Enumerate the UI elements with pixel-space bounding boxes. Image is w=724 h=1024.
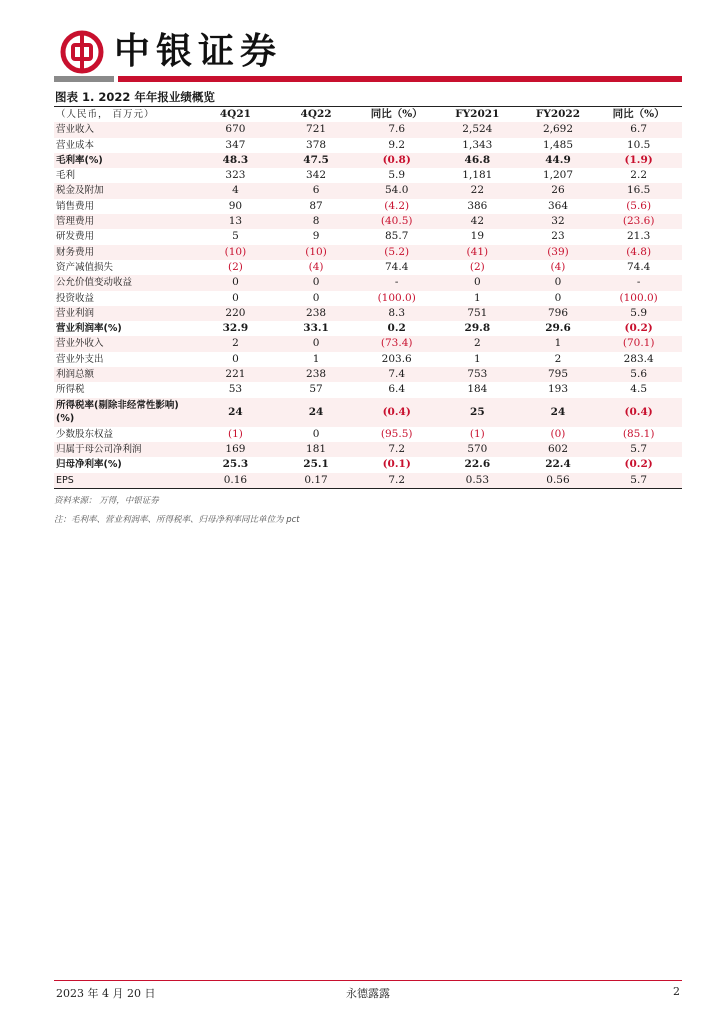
table-cell: 24 (198, 398, 279, 427)
table-cell: (0.2) (624, 322, 653, 335)
row-label: 财务费用 (54, 245, 198, 260)
row-label: 资产减值损失 (56, 261, 114, 273)
header-rule-red (118, 76, 682, 82)
brand-name: 中银证券 (114, 31, 283, 72)
table-cell: 238 (279, 367, 360, 382)
table-cell: 29.6 (545, 322, 571, 335)
unit-note: 注：毛利率、营业利润率、所得税率、归母净利率同比单位为 pct (54, 514, 300, 525)
table-cell: 25.3 (222, 458, 249, 471)
table-cell: 16.5 (601, 183, 682, 198)
table-cell: 85.7 (385, 230, 409, 243)
table-cell: 220 (198, 306, 279, 321)
table-row (54, 457, 682, 472)
table-cell: 1,343 (462, 138, 493, 151)
table-cell: (100.0) (619, 291, 658, 304)
table-cell: (4) (308, 260, 324, 273)
table-cell: (0.2) (624, 458, 653, 471)
table-cell: 1,485 (542, 138, 573, 151)
table-cell: 1 (473, 291, 481, 304)
table-cell: 6.7 (601, 122, 682, 137)
table-cell: (10) (279, 245, 360, 260)
table-cell: (95.5) (380, 427, 413, 440)
table-cell: 0 (521, 275, 602, 290)
table-cell: (0) (550, 427, 566, 440)
table-cell: 1,181 (462, 169, 493, 182)
bank-of-china-logo-icon (60, 30, 104, 74)
table-cell: 2,692 (521, 122, 602, 137)
table-row (54, 306, 682, 321)
table-cell: 347 (225, 138, 246, 151)
table-cell: 0 (554, 291, 562, 304)
table-row (54, 367, 682, 382)
table-cell: (2) (227, 260, 243, 273)
table-header-row (54, 107, 682, 122)
table-cell: 53 (228, 383, 243, 396)
source-note: 资料来源： 万得，中银证券 (54, 495, 159, 506)
table-cell: 87 (309, 199, 323, 212)
table-cell: 386 (467, 199, 488, 212)
table-cell: 57 (309, 383, 323, 396)
page-footer (54, 980, 682, 1000)
table-cell: 0 (232, 291, 239, 304)
table-cell: 7.2 (359, 473, 440, 488)
table-row (54, 291, 682, 306)
table-cell: 7.4 (359, 367, 440, 382)
row-label: 销售费用 (56, 200, 95, 212)
table-cell: (5.6) (626, 199, 652, 212)
footer-date: 2023 年 4 月 20 日 (56, 987, 156, 1000)
table-row (54, 275, 682, 290)
row-label: 营业收入 (54, 122, 198, 137)
header-cell: 4Q21 (219, 108, 251, 120)
table-row (54, 427, 682, 442)
table-cell: 602 (521, 442, 602, 457)
table-cell: 7.6 (359, 122, 440, 137)
table-row (54, 352, 682, 367)
table-cell: 8 (279, 214, 360, 229)
table-cell: 10.5 (626, 138, 651, 151)
table-cell: - (359, 275, 440, 290)
table-cell: 32 (521, 214, 602, 229)
table-cell: 5.7 (601, 442, 682, 457)
table-row (54, 245, 682, 260)
header-rule-gray (54, 76, 114, 82)
header-cell: 4Q22 (300, 108, 332, 120)
table-row (54, 153, 682, 168)
table-cell: 22 (440, 183, 521, 198)
table-row (54, 321, 682, 336)
figure-section (54, 88, 682, 527)
table-row (54, 214, 682, 229)
table-cell: 2 (554, 352, 562, 365)
table-cell: (4) (550, 260, 566, 273)
header-cell: FY2021 (455, 108, 500, 120)
header-cell: （人民币， 百万元） (56, 109, 155, 120)
table-row (54, 336, 682, 351)
table-row (54, 260, 682, 275)
table-cell: (23.6) (601, 214, 682, 229)
table-cell: 0 (440, 275, 521, 290)
table-cell: 1 (473, 352, 481, 365)
table-cell: (73.4) (359, 336, 440, 351)
table-cell: 9.2 (388, 138, 406, 151)
table-cell: (0.8) (359, 153, 440, 168)
table-cell: 74.4 (385, 260, 409, 273)
row-label: 少数股东权益 (56, 428, 114, 440)
header-cell: FY2022 (535, 108, 581, 120)
table-cell: 0.56 (521, 473, 602, 488)
table-cell: (0.1) (382, 458, 411, 471)
table-cell: 74.4 (626, 260, 651, 273)
table-cell: 364 (547, 199, 568, 212)
table-row (54, 398, 682, 427)
page-header (54, 26, 682, 82)
table-cell: 29.8 (464, 322, 491, 335)
table-body (54, 122, 682, 488)
table-cell: (4.8) (601, 245, 682, 260)
table-cell: 8.3 (359, 306, 440, 321)
row-label: 营业外支出 (56, 353, 104, 365)
footer-center-text: 永德露露 (346, 987, 390, 1000)
row-label: 投资收益 (56, 292, 95, 304)
table-cell: 0 (198, 275, 279, 290)
table-bottom-rule (54, 488, 682, 489)
table-cell: 2 (198, 336, 279, 351)
table-cell: 0.16 (198, 473, 279, 488)
table-cell: 751 (440, 306, 521, 321)
table-cell: 9 (312, 230, 320, 243)
row-label: 营业利润率(%) (56, 323, 122, 335)
table-cell: 753 (440, 367, 521, 382)
table-cell: 1,207 (542, 169, 573, 182)
table-row (54, 168, 682, 183)
table-row (54, 183, 682, 198)
table-cell: 42 (440, 214, 521, 229)
table-cell: 6 (279, 183, 360, 198)
table-cell: 796 (521, 306, 602, 321)
table-cell: 22.4 (545, 458, 571, 471)
table-cell: 23 (551, 230, 565, 243)
row-label: 毛利率(%) (54, 153, 198, 168)
row-label: 税金及附加 (54, 183, 198, 198)
table-cell: 2.2 (630, 169, 647, 182)
row-label: 归母净利率(%) (56, 459, 122, 471)
table-cell: - (601, 275, 682, 290)
row-label: 所得税 (56, 384, 85, 396)
table-cell: 4.5 (630, 383, 647, 396)
table-cell: 26 (521, 183, 602, 198)
table-cell: 378 (306, 138, 327, 151)
table-cell: 2,524 (440, 122, 521, 137)
table-cell: (85.1) (622, 427, 655, 440)
table-cell: 54.0 (359, 183, 440, 198)
row-label: 公允价值变动收益 (54, 275, 198, 290)
table-cell: 5.7 (601, 473, 682, 488)
page-number: 2 (673, 985, 680, 998)
table-cell: 25 (440, 398, 521, 427)
table-row (54, 473, 682, 488)
row-label: 毛利 (56, 170, 76, 182)
table-cell: 0 (232, 352, 239, 365)
row-label: 研发费用 (56, 231, 95, 243)
table-cell: (100.0) (377, 291, 416, 304)
table-cell: 5.9 (601, 306, 682, 321)
table-cell: (40.5) (359, 214, 440, 229)
table-cell: 24 (279, 398, 360, 427)
table-cell: 24 (521, 398, 602, 427)
table-cell: 6.4 (388, 383, 406, 396)
table-cell: 323 (225, 169, 246, 182)
table-row (54, 442, 682, 457)
table-cell: 283.4 (623, 352, 654, 365)
table-cell: 238 (279, 306, 360, 321)
table-cell: (2) (469, 260, 485, 273)
table-cell: 203.6 (381, 352, 412, 365)
table-cell: (1.9) (601, 153, 682, 168)
figure-title: 图表 1. 2022 年年报业绩概览 (54, 88, 682, 107)
table-cell: 22.6 (464, 458, 491, 471)
table-cell: 0 (312, 291, 320, 304)
table-cell: 13 (198, 214, 279, 229)
row-label: 营业利润 (54, 306, 198, 321)
table-cell: 2 (440, 336, 521, 351)
table-cell: 670 (198, 122, 279, 137)
table-cell: 4 (198, 183, 279, 198)
row-label: 所得税率(剔除非经常性影响)(%) (54, 398, 198, 427)
table-cell: (41) (440, 245, 521, 260)
table-cell: 0.53 (440, 473, 521, 488)
table-cell: 5.6 (601, 367, 682, 382)
row-label: EPS (54, 473, 198, 488)
table-cell: 1 (312, 352, 320, 365)
table-cell: 21.3 (626, 230, 651, 243)
table-cell: 0.2 (387, 322, 406, 335)
row-label: 营业外收入 (54, 336, 198, 351)
table-cell: 0.17 (279, 473, 360, 488)
table-row (54, 138, 682, 153)
table-cell: 5 (232, 230, 239, 243)
table-cell: 721 (279, 122, 360, 137)
table-cell: (70.1) (601, 336, 682, 351)
table-cell: (0.4) (359, 398, 440, 427)
table-cell: 0 (279, 336, 360, 351)
table-cell: 7.2 (359, 442, 440, 457)
table-cell: 46.8 (440, 153, 521, 168)
table-cell: 5.9 (388, 169, 406, 182)
table-cell: 1 (521, 336, 602, 351)
table-cell: 184 (467, 383, 488, 396)
table-row (54, 199, 682, 214)
table-cell: 570 (440, 442, 521, 457)
table-cell: 0 (312, 427, 320, 440)
row-label: 归属于母公司净利润 (54, 442, 198, 457)
table-cell: 342 (306, 169, 327, 182)
table-cell: (0.4) (601, 398, 682, 427)
table-cell: (4.2) (384, 199, 410, 212)
table-cell: 32.9 (222, 322, 249, 335)
table-cell: (10) (198, 245, 279, 260)
row-label: 管理费用 (54, 214, 198, 229)
table-row (54, 382, 682, 397)
row-label: 营业成本 (56, 139, 95, 151)
table-cell: 25.1 (303, 458, 329, 471)
table-cell: 193 (547, 383, 568, 396)
table-cell: 181 (279, 442, 360, 457)
table-cell: 221 (198, 367, 279, 382)
header-cell: 同比（%） (370, 108, 423, 120)
table-cell: 19 (470, 230, 485, 243)
table-cell: (5.2) (359, 245, 440, 260)
table-cell: 47.5 (279, 153, 360, 168)
row-label: 利润总额 (54, 367, 198, 382)
table-cell: 44.9 (521, 153, 602, 168)
table-cell: 169 (198, 442, 279, 457)
table-cell: (1) (227, 427, 243, 440)
header-cell: 同比（%） (612, 108, 665, 120)
table-row (54, 122, 682, 137)
table-cell: 0 (279, 275, 360, 290)
table-cell: 48.3 (198, 153, 279, 168)
table-row (54, 229, 682, 244)
table-cell: (1) (469, 427, 485, 440)
table-cell: (39) (521, 245, 602, 260)
earnings-table (54, 107, 682, 488)
table-cell: 90 (228, 199, 243, 212)
table-cell: 795 (521, 367, 602, 382)
table-cell: 33.1 (303, 322, 329, 335)
